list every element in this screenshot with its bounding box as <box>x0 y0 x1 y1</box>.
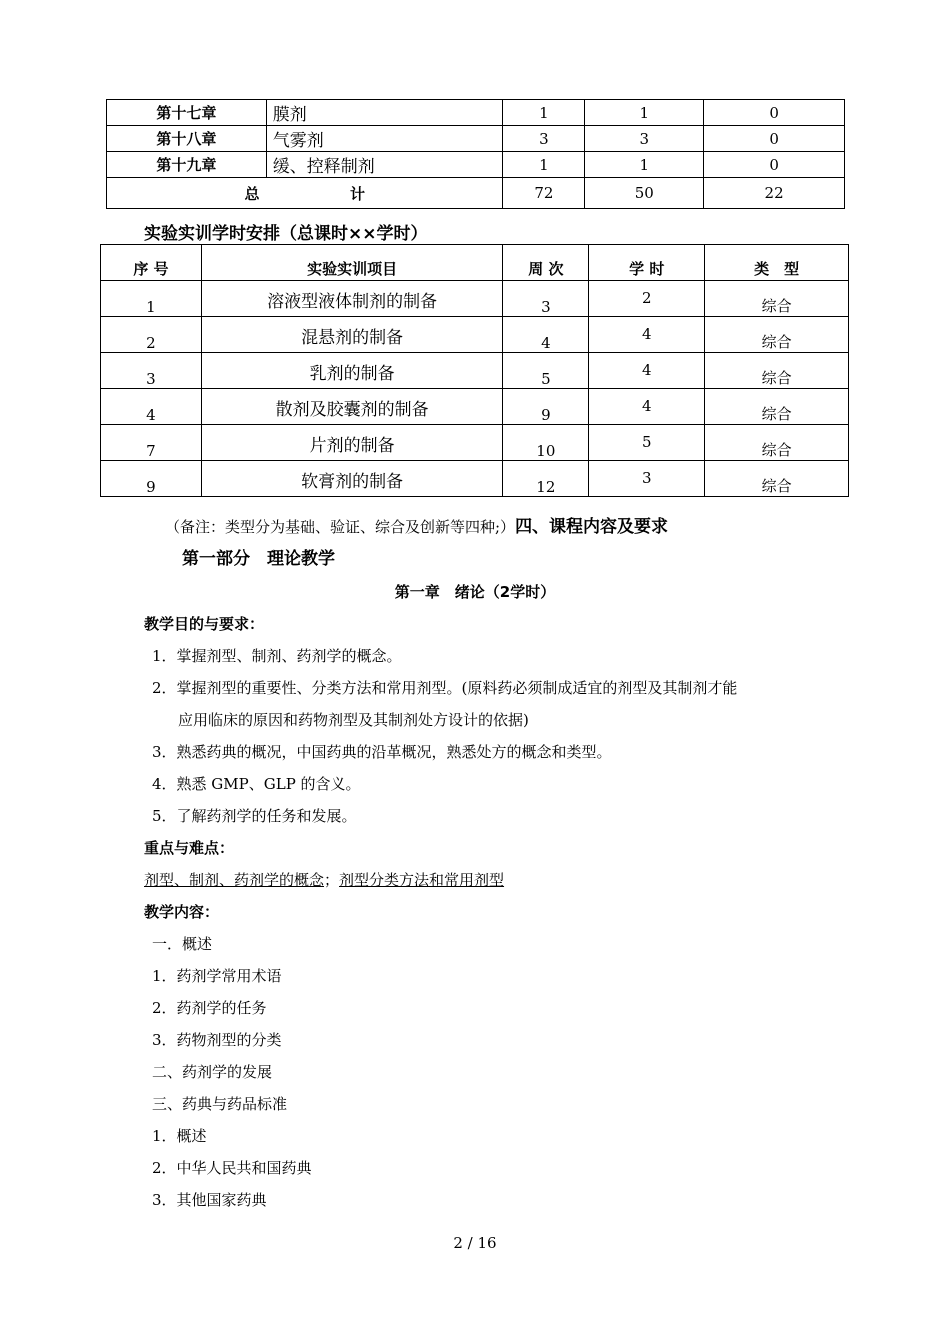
table-row <box>101 389 849 425</box>
value-cell: 0 <box>704 152 845 178</box>
table-row <box>107 126 845 152</box>
value-cell: 0 <box>704 100 845 126</box>
key-points-heading: 重点与难点： <box>144 839 235 857</box>
chapter-title: 第一章 绪论（2学时） <box>394 583 556 601</box>
table-row <box>107 152 845 178</box>
hours-cell: 4 <box>589 389 705 425</box>
number-cell: 4 <box>101 389 202 425</box>
lab-schedule-table <box>100 244 849 497</box>
content-item: 三、药典与药品标准 <box>152 1095 288 1113</box>
table-row <box>107 100 845 126</box>
table-row <box>101 353 849 389</box>
type-cell: 综合 <box>705 317 849 353</box>
goals-heading: 教学目的与要求： <box>144 615 265 633</box>
table-row <box>101 281 849 317</box>
type-cell: 综合 <box>705 389 849 425</box>
chapter-cell: 第十九章 <box>107 152 267 178</box>
week-cell: 5 <box>503 353 589 389</box>
chapter-cell: 第十八章 <box>107 126 267 152</box>
topic-cell: 气雾剂 <box>266 126 503 152</box>
hours-cell: 4 <box>589 317 705 353</box>
goal-item: 1．掌握剂型、制剂、药剂学的概念。 <box>152 647 402 665</box>
column-header: 类 型 <box>705 245 849 281</box>
total-label-a: 总 <box>244 184 260 203</box>
table-row <box>101 317 849 353</box>
table-header-row <box>101 245 849 281</box>
table-row <box>101 425 849 461</box>
total-value: 22 <box>704 178 845 209</box>
week-cell: 9 <box>503 389 589 425</box>
number-cell: 9 <box>101 461 202 497</box>
type-note <box>165 512 668 537</box>
goal-item: 5．了解药剂学的任务和发展。 <box>152 807 357 825</box>
hours-cell: 4 <box>589 353 705 389</box>
value-cell: 0 <box>704 126 845 152</box>
total-value: 50 <box>585 178 704 209</box>
value-cell: 1 <box>503 152 585 178</box>
goal-item: 3．熟悉药典的概况，中国药典的沿革概况，熟悉处方的概念和类型。 <box>152 743 612 761</box>
content-item: 1．药剂学常用术语 <box>152 967 282 985</box>
total-row <box>107 178 845 209</box>
week-cell: 4 <box>503 317 589 353</box>
content-item: 3．药物剂型的分类 <box>152 1031 282 1049</box>
content-item: 一．概述 <box>152 935 213 953</box>
column-header: 序 号 <box>101 245 202 281</box>
topic-cell: 缓、控释制剂 <box>266 152 503 178</box>
content-item: 2．药剂学的任务 <box>152 999 267 1017</box>
type-cell: 综合 <box>705 353 849 389</box>
number-cell: 3 <box>101 353 202 389</box>
value-cell: 1 <box>585 100 704 126</box>
column-header: 学 时 <box>589 245 705 281</box>
total-label <box>107 178 503 209</box>
section-title: 四、课程内容及要求 <box>515 517 669 537</box>
value-cell: 3 <box>585 126 704 152</box>
item-cell: 片剂的制备 <box>201 425 503 461</box>
item-cell: 软膏剂的制备 <box>201 461 503 497</box>
key-separator: ； <box>324 871 340 889</box>
type-cell: 综合 <box>705 461 849 497</box>
chapter-hours-table <box>106 99 845 209</box>
goal-item: 应用临床的原因和药物剂型及其制剂处方设计的依据) <box>178 711 529 729</box>
item-cell: 溶液型液体制剂的制备 <box>201 281 503 317</box>
item-cell: 乳剂的制备 <box>201 353 503 389</box>
hours-cell: 2 <box>589 281 705 317</box>
part-title: 第一部分 理论教学 <box>182 549 335 569</box>
week-cell: 10 <box>503 425 589 461</box>
column-header: 实验实训项目 <box>201 245 503 281</box>
note-text: （备注：类型分为基础、验证、综合及创新等四种;） <box>165 518 516 536</box>
number-cell: 7 <box>101 425 202 461</box>
total-label-b: 计 <box>349 184 365 203</box>
page-number: 2 / 16 <box>453 1234 497 1252</box>
type-cell: 综合 <box>705 281 849 317</box>
chapter-cell: 第十七章 <box>107 100 267 126</box>
goal-item: 2．掌握剂型的重要性、分类方法和常用剂型。(原料药必须制成适宜的剂型及其制剂才能 <box>152 679 738 697</box>
table-row <box>101 461 849 497</box>
total-value: 72 <box>503 178 585 209</box>
goal-item: 4．熟悉 GMP、GLP 的含义。 <box>152 775 361 793</box>
value-cell: 1 <box>585 152 704 178</box>
value-cell: 1 <box>503 100 585 126</box>
column-header: 周 次 <box>503 245 589 281</box>
item-cell: 散剂及胶囊剂的制备 <box>201 389 503 425</box>
lab-schedule-heading: 实验实训学时安排（总课时××学时） <box>144 224 428 244</box>
content-item: 2．中华人民共和国药典 <box>152 1159 312 1177</box>
value-cell: 3 <box>503 126 585 152</box>
key-points <box>144 869 504 890</box>
type-cell: 综合 <box>705 425 849 461</box>
content-item: 二、药剂学的发展 <box>152 1063 273 1081</box>
content-item: 3．其他国家药典 <box>152 1191 267 1209</box>
week-cell: 12 <box>503 461 589 497</box>
item-cell: 混悬剂的制备 <box>201 317 503 353</box>
number-cell: 1 <box>101 281 202 317</box>
content-item: 1．概述 <box>152 1127 207 1145</box>
topic-cell: 膜剂 <box>266 100 503 126</box>
hours-cell: 3 <box>589 461 705 497</box>
number-cell: 2 <box>101 317 202 353</box>
content-heading: 教学内容： <box>144 903 220 921</box>
week-cell: 3 <box>503 281 589 317</box>
hours-cell: 5 <box>589 425 705 461</box>
key-point-b: 剂型分类方法和常用剂型 <box>339 871 505 889</box>
key-point-a: 剂型、制剂、药剂学的概念 <box>144 871 325 889</box>
